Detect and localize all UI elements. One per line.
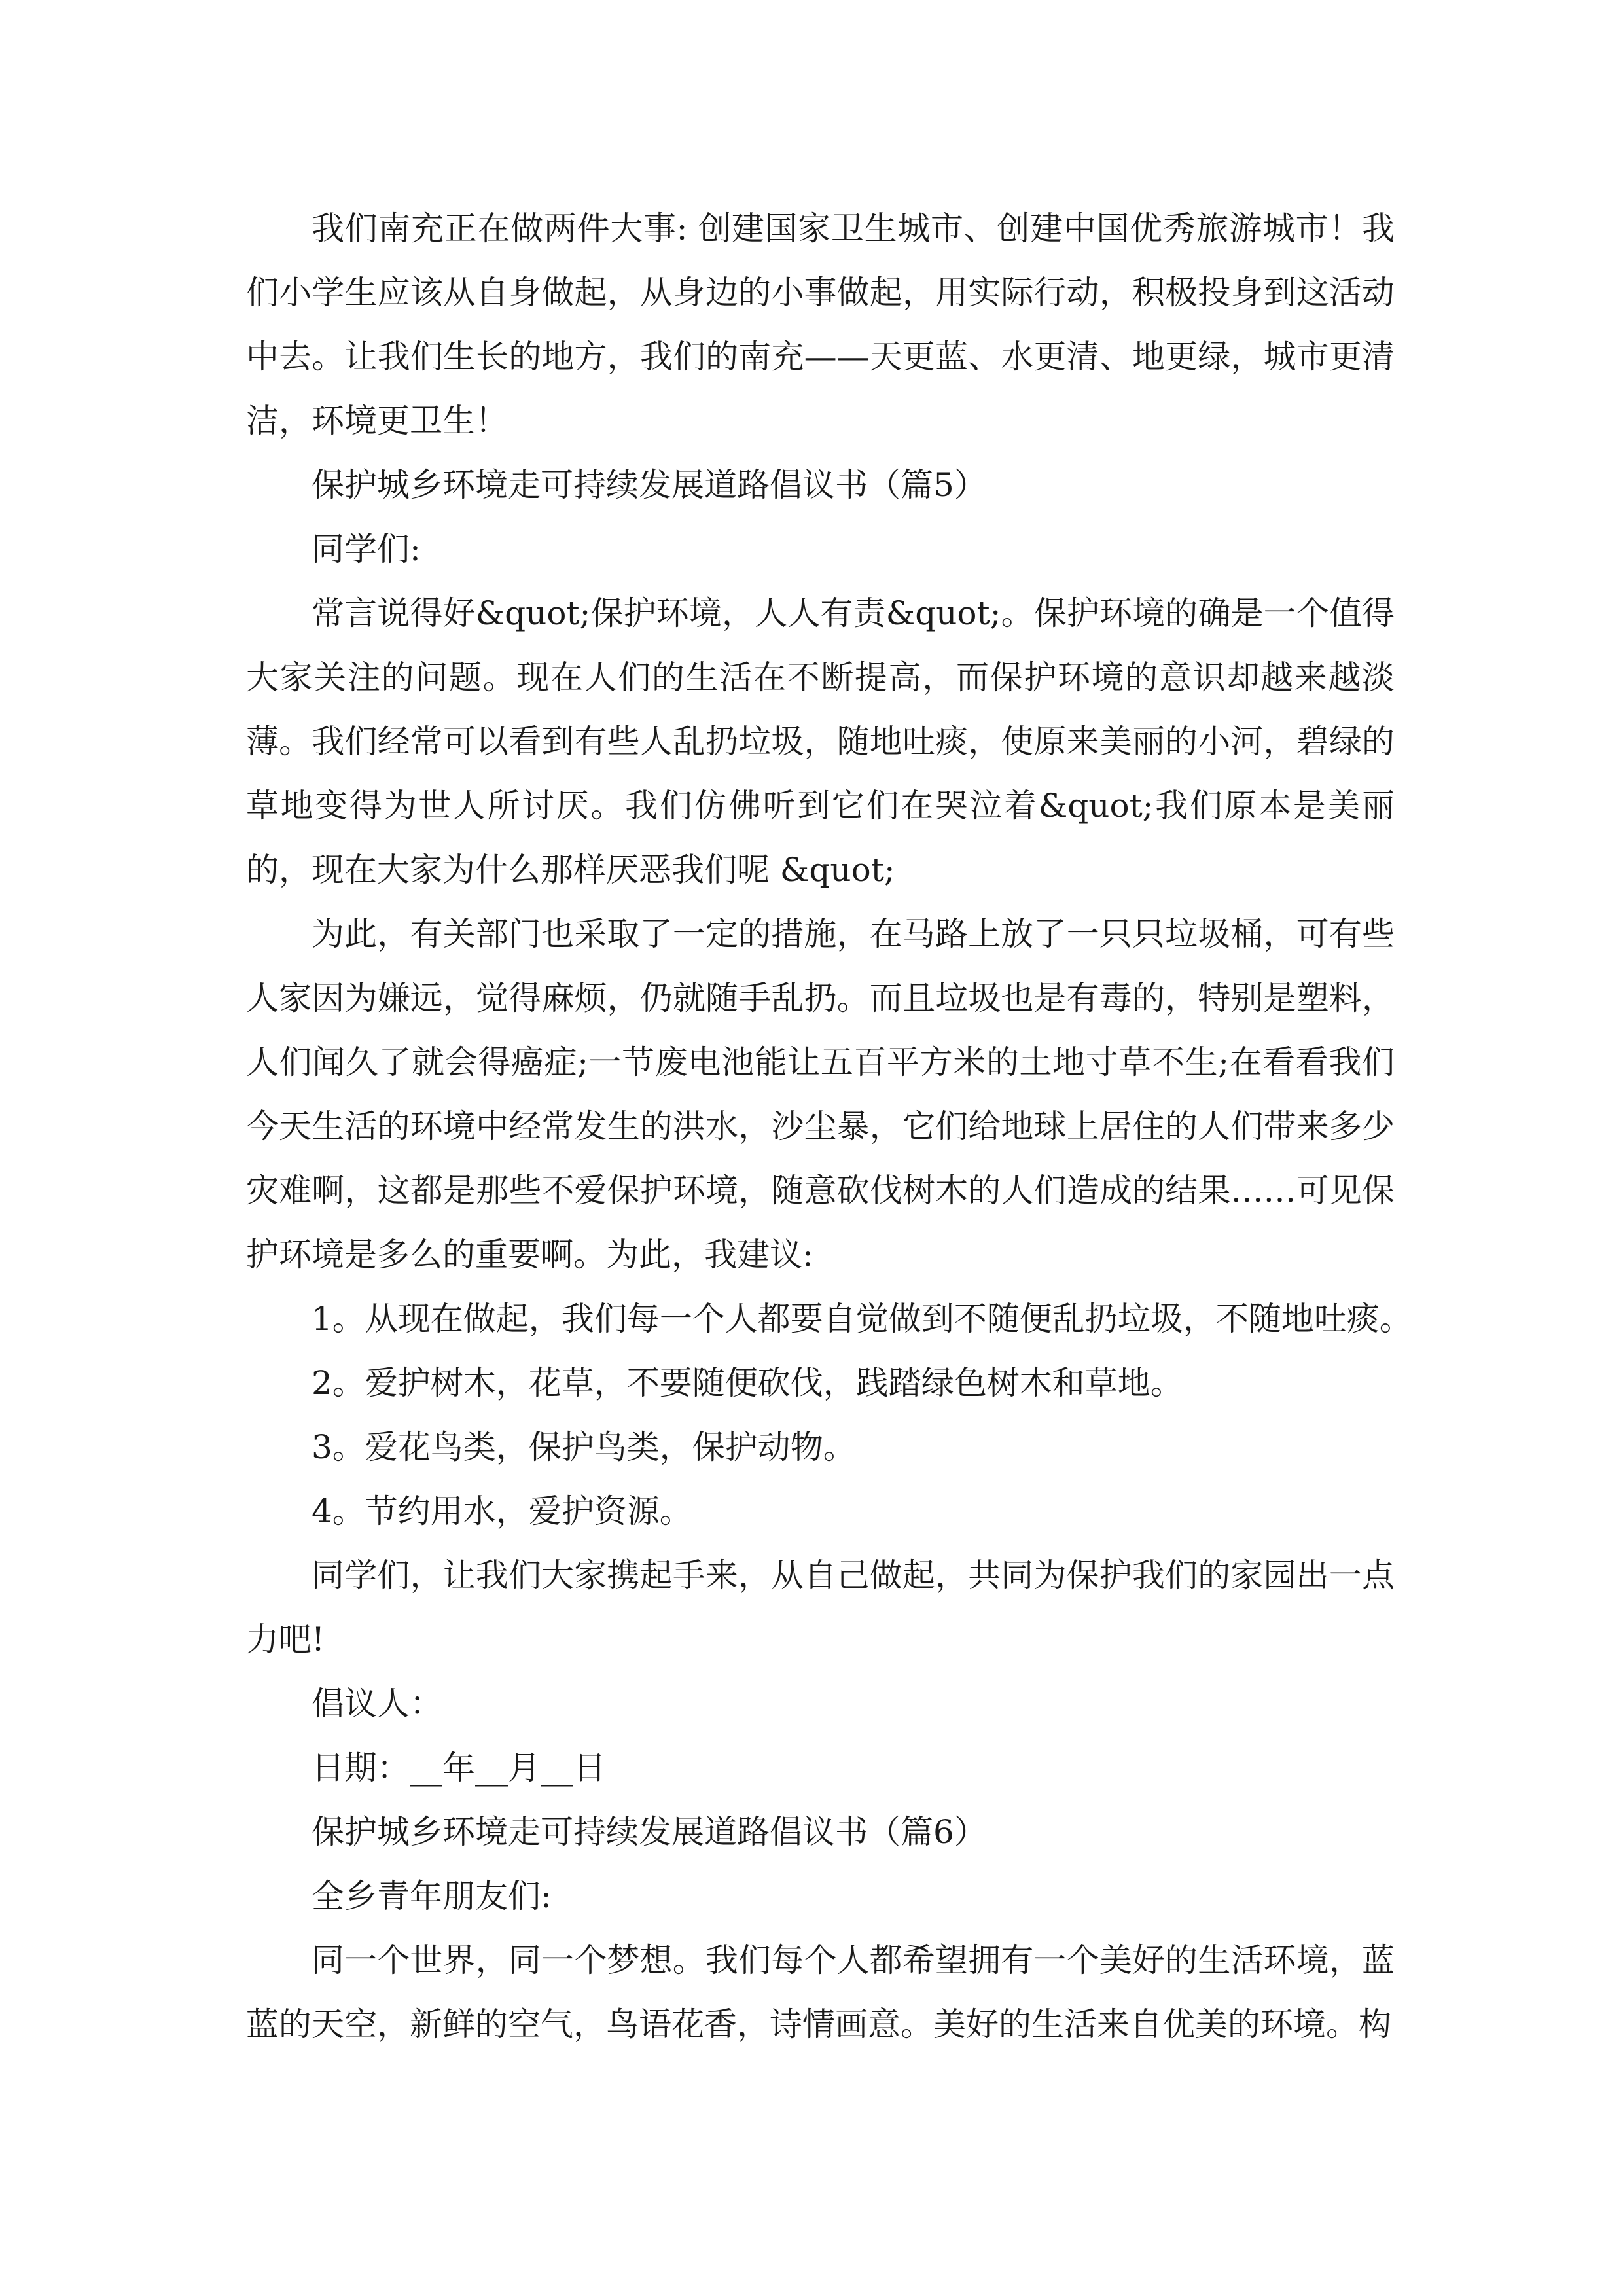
suggestion-item-1: 1。从现在做起，我们每一个人都要自觉做到不随便乱扔垃圾，不随地吐痰。 [312, 1300, 1412, 1338]
paragraph-call-to-action: 同学们，让我们大家携起手来，从自己做起，共同为保护我们的家园出一点力吧! [246, 1556, 1395, 1659]
paragraph-proverb: 常言说得好&quot;保护环境，人人有责&quot;。保护环境的确是一个值得大家关注的问题。现在人们的生活在不断提高，而保护环境的意识却越来越淡薄。我们经常可以看到有些人乱扔垃圾，随地吐痰，使原来美丽的小河，碧绿的草地变得为世人所讨厌。我们仿佛听到它们在哭泣着&quot;我们原本是美丽的，现在大家为什么那样厌恶我们呢 &quot; [246, 594, 1395, 889]
document-body [246, 196, 1412, 2056]
salutation-youth: 全乡青年朋友们: [312, 1877, 552, 1915]
section-heading-6: 保护城乡环境走可持续发展道路倡议书（篇6） [312, 1813, 987, 1851]
section-heading-5: 保护城乡环境走可持续发展道路倡议书（篇5） [312, 466, 987, 504]
proposer-label: 倡议人： [312, 1685, 442, 1723]
salutation-classmates: 同学们: [312, 530, 421, 568]
paragraph-one-world: 同一个世界，同一个梦想。我们每个人都希望拥有一个美好的生活环境，蓝蓝的天空，新鲜的空气，鸟语花香，诗情画意。美好的生活来自优美的环境。构 [246, 1941, 1395, 2043]
date-label: 日期：__年__月__日 [312, 1749, 606, 1787]
paragraph-measures: 为此，有关部门也采取了一定的措施，在马路上放了一只只垃圾桶，可有些人家因为嫌远，觉得麻烦，仍就随手乱扔。而且垃圾也是有毒的，特别是塑料，人们闻久了就会得癌症;一节废电池能让五百平方米的土地寸草不生;在看看我们今天生活的环境中经常发生的洪水，沙尘暴，它们给地球上居住的人们带来多少灾难啊，这都是那些不爱保护环境，随意砍伐树木的人们造成的结果……可见保护环境是多么的重要啊。为此，我建议: [246, 915, 1395, 1274]
suggestion-item-3: 3。爱花鸟类，保护鸟类，保护动物。 [312, 1428, 856, 1466]
paragraph-intro: 我们南充正在做两件大事: 创建国家卫生城市、创建中国优秀旅游城市！我们小学生应该从自身做起，从身边的小事做起，用实际行动，积极投身到这活动中去。让我们生长的地方，我们的南充——天更蓝、水更清、地更绿，城市更清洁，环境更卫生！ [246, 209, 1395, 440]
suggestion-item-2: 2。爱护树木，花草，不要随便砍伐，践踏绿色树木和草地。 [312, 1364, 1183, 1402]
suggestion-item-4: 4。节约用水，爱护资源。 [312, 1492, 692, 1530]
